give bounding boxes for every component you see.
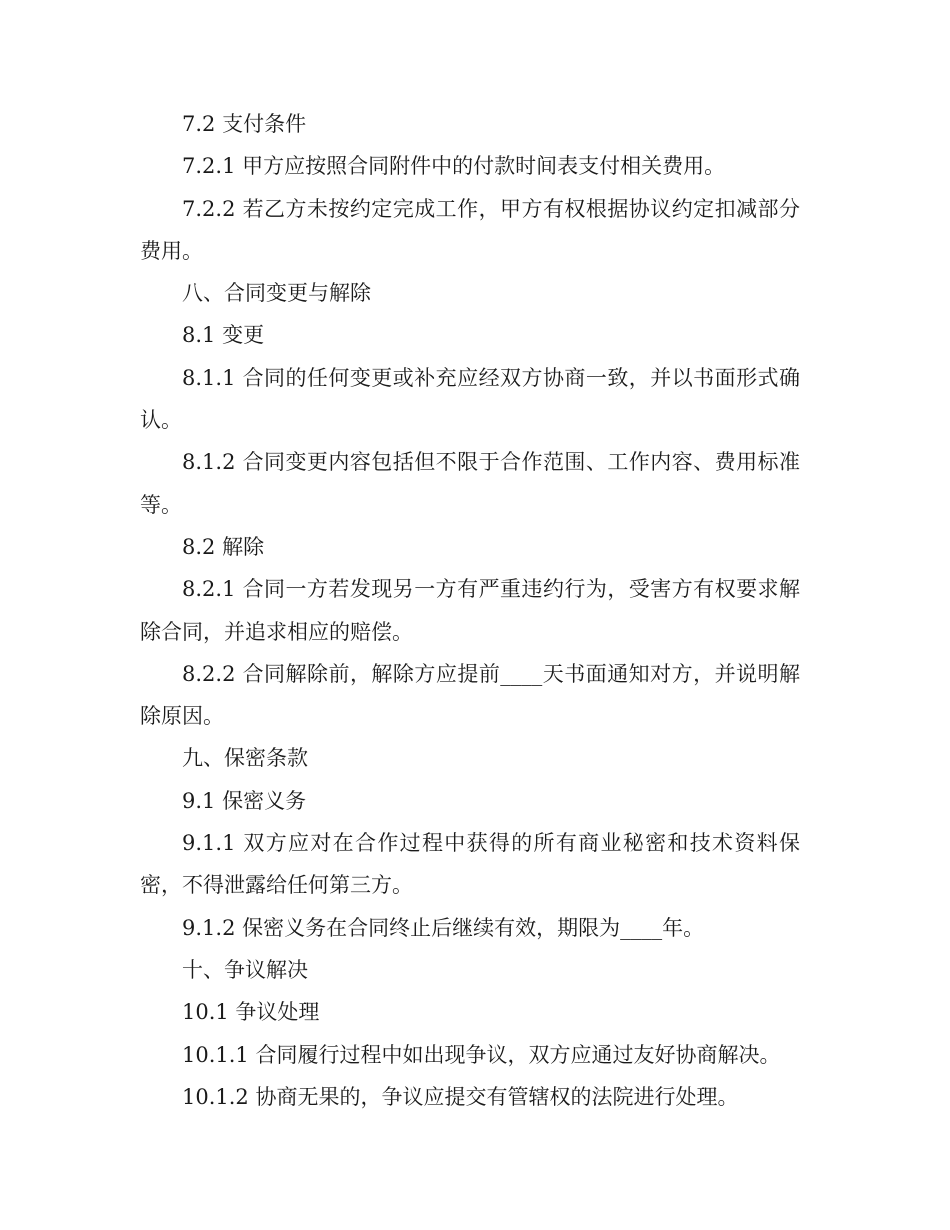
clause-10-1-2: 10.1.2 协商无果的，争议应提交有管辖权的法院进行处理。: [182, 1084, 739, 1109]
clause-8-1-1: 8.1.1 合同的任何变更或补充应经双方协商一致，并以书面形式确认。: [140, 365, 800, 433]
clause-9-1-2: 9.1.2 保密义务在合同终止后继续有效，期限为____年。: [182, 915, 705, 940]
section-heading-8-1: 8.1 变更: [182, 323, 265, 348]
clause-8-2-1: 8.2.1 合同一方若发现另一方有严重违约行为，受害方有权要求解除合同，并追求相应的赔偿。: [140, 577, 800, 644]
chapter-heading-8: 八、合同变更与解除: [182, 281, 371, 306]
chapter-heading-9: 九、保密条款: [182, 746, 308, 771]
section-heading-9-1: 9.1 保密义务: [182, 788, 307, 813]
clause-7-2-2: 7.2.2 若乙方未按约定完成工作，甲方有权根据协议约定扣减部分费用。: [140, 196, 800, 263]
clause-9-1-1: 9.1.1 双方应对在合作过程中获得的所有商业秘密和技术资料保密，不得泄露给任何第三方。: [140, 831, 800, 898]
section-heading-10-1: 10.1 争议处理: [182, 1000, 320, 1025]
clause-10-1-1: 10.1.1 合同履行过程中如出现争议，双方应通过友好协商解决。: [182, 1042, 781, 1067]
clause-7-2-1: 7.2.1 甲方应按照合同附件中的付款时间表支付相关费用。: [182, 154, 726, 179]
section-heading-7-2: 7.2 支付条件: [182, 112, 307, 136]
clause-8-2-2: 8.2.2 合同解除前，解除方应提前____天书面通知对方，并说明解除原因。: [140, 661, 800, 729]
document-body: [140, 103, 800, 1118]
section-heading-8-2: 8.2 解除: [182, 534, 265, 559]
chapter-heading-10: 十、争议解决: [182, 957, 308, 982]
clause-8-1-2: 8.1.2 合同变更内容包括但不限于合作范围、工作内容、费用标准等。: [140, 450, 800, 517]
